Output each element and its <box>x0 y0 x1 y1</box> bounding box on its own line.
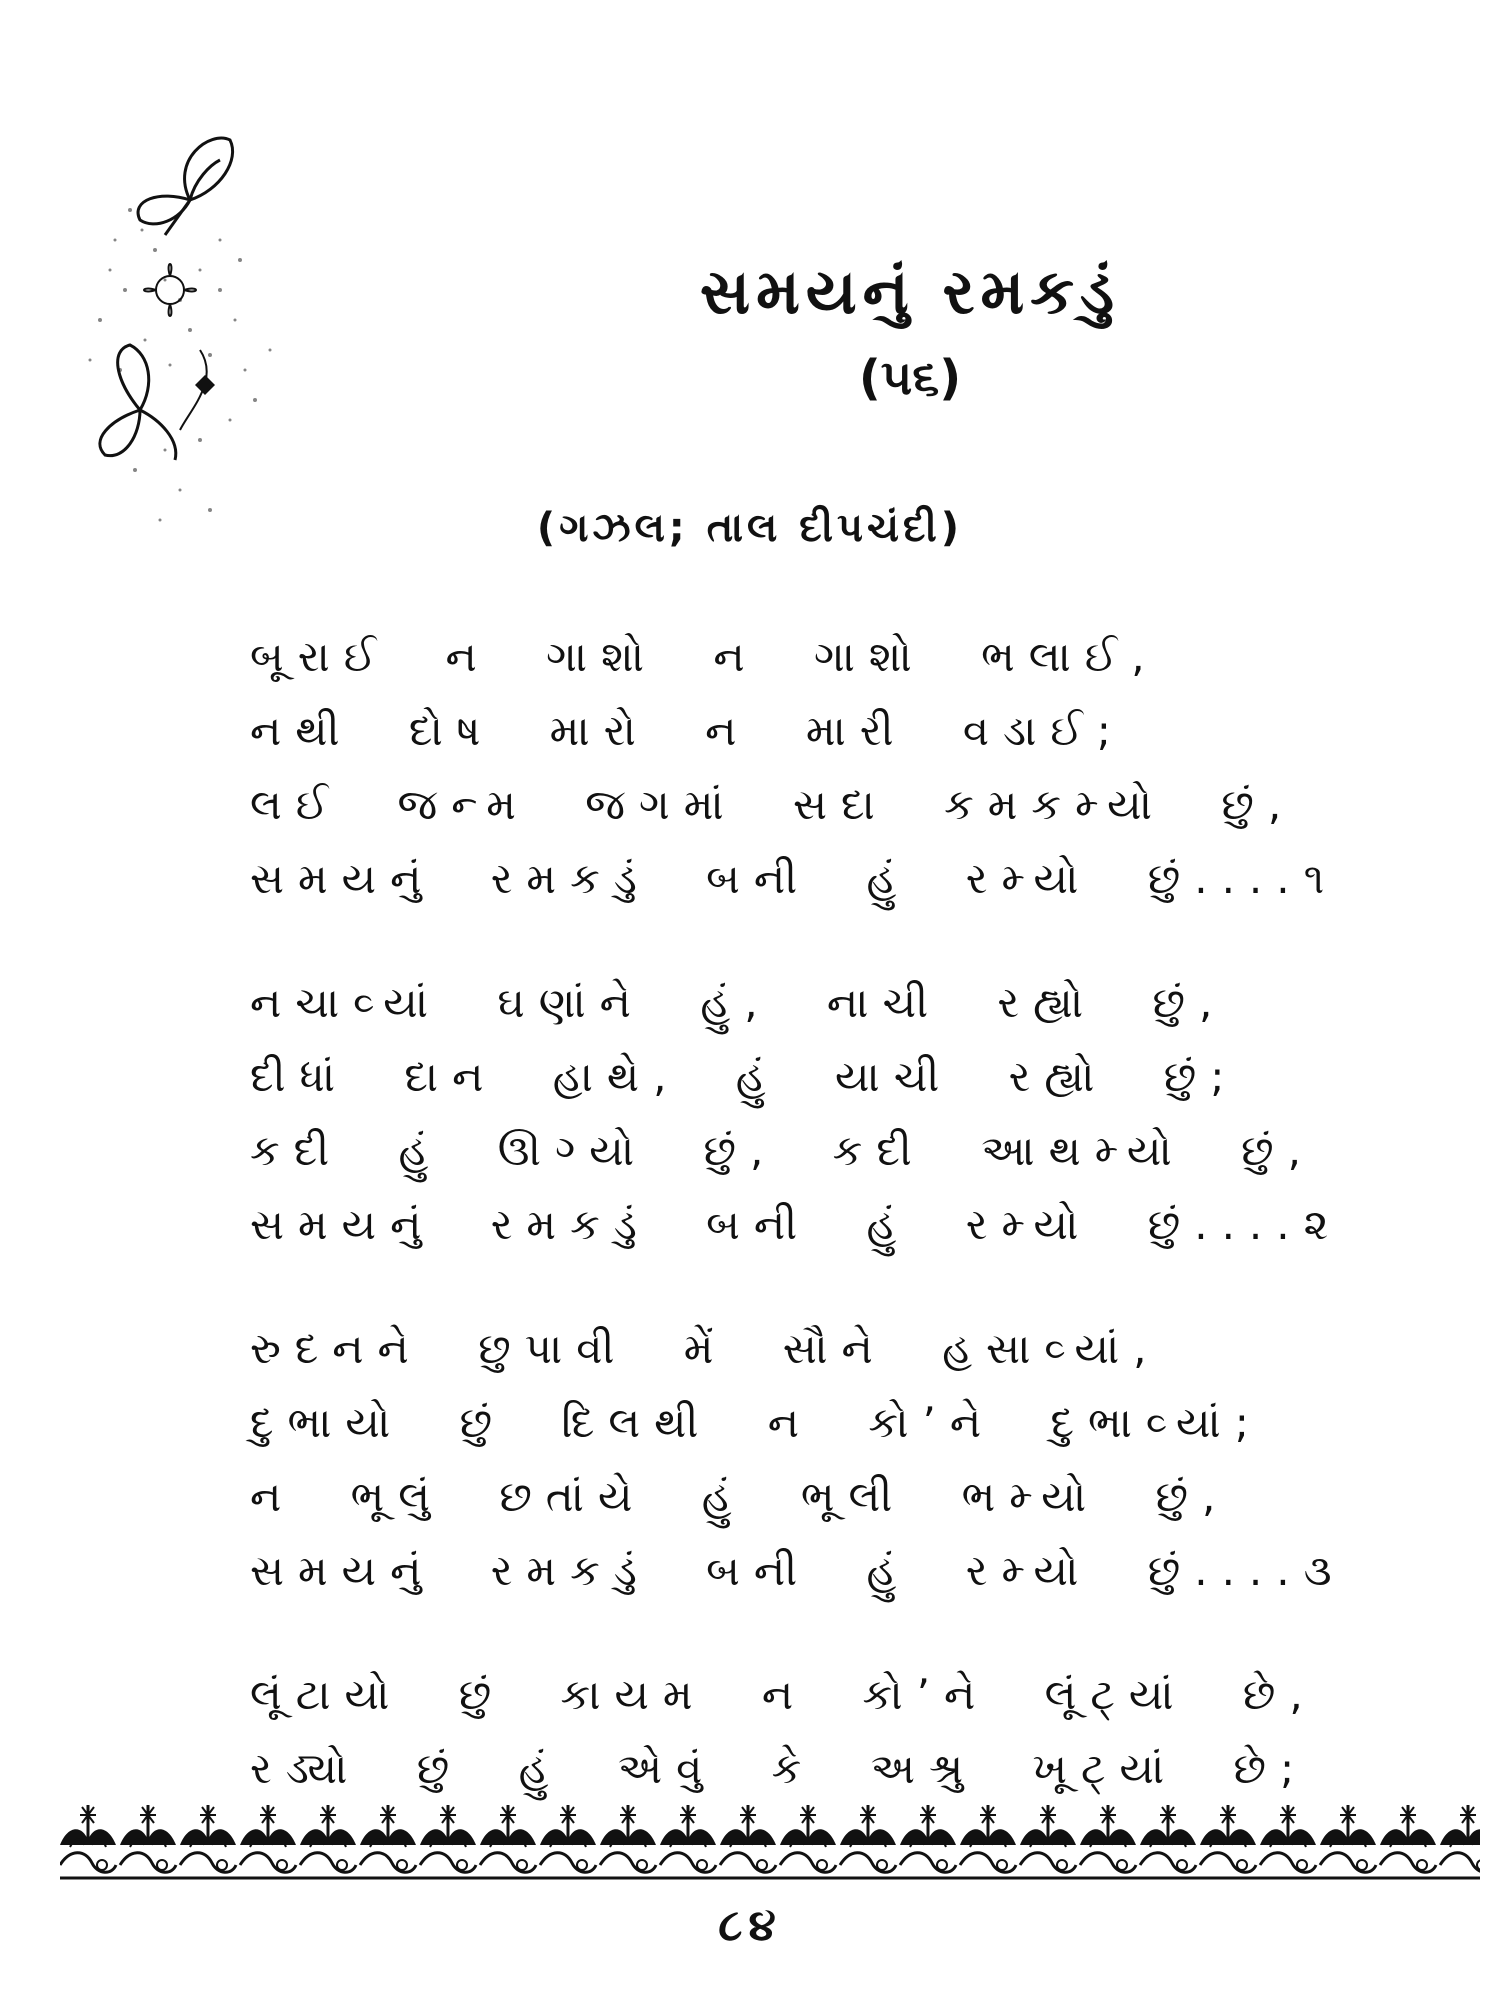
stanza-3 <box>250 1312 1346 1608</box>
butterflies-flower-icon <box>70 120 300 540</box>
poem-title: સમયનું રમકડું <box>699 255 1121 328</box>
poem-line: રડ્યો છું હું એવું કે અશ્રુ ખૂટ્યાં છે; <box>250 1744 1309 1793</box>
poem-line: દુભાયો છું દિલથી ન કો’ને દુભાવ્યાં; <box>250 1398 1263 1447</box>
poem-line: કદી હું ઊગ્યો છું, કદી આથમ્યો છું, <box>250 1126 1315 1175</box>
poem-line: સમયનું રમકડું બની હું રમ્યો છું....૩ <box>250 1546 1346 1595</box>
stanza-1 <box>250 620 1339 916</box>
stanza-2 <box>250 966 1343 1262</box>
ornamental-border-icon <box>60 1785 1480 1881</box>
poem-line: લૂંટાયો છું કાયમ ન કો’ને લૂંટ્યાં છે, <box>250 1670 1317 1719</box>
poem-number: (૫૬) <box>858 350 962 406</box>
poem-line: સમયનું રમકડું બની હું રમ્યો છું....૨ <box>250 1200 1343 1249</box>
meter-line: (ગઝલ; તાલ દીપચંદી) <box>536 505 964 551</box>
poem-line: નચાવ્યાં ઘણાંને હું, નાચી રહ્યો છું, <box>250 978 1227 1027</box>
poem-line: ન ભૂલું છતાંયે હું ભૂલી ભમ્યો છું, <box>250 1472 1230 1521</box>
poem-line: બૂરાઈ ન ગાશો ન ગાશો ભલાઈ, <box>250 632 1159 681</box>
poem-line: સમયનું રમકડું બની હું રમ્યો છું....૧ <box>250 854 1339 903</box>
poem-line: દીધાં દાન હાથે, હું યાચી રહ્યો છું; <box>250 1052 1239 1101</box>
poem-line: લઈ જન્મ જગમાં સદા કમકમ્યો છું, <box>250 780 1296 829</box>
stanza-4 <box>250 1658 1317 1806</box>
page-number: ૮૪ <box>718 1900 782 1951</box>
poem-body <box>250 620 1346 1806</box>
poem-line: નથી દોષ મારો ન મારી વડાઈ; <box>250 706 1125 755</box>
poem-line: રુદનને છુપાવી મેં સૌને હસાવ્યાં, <box>250 1324 1161 1373</box>
